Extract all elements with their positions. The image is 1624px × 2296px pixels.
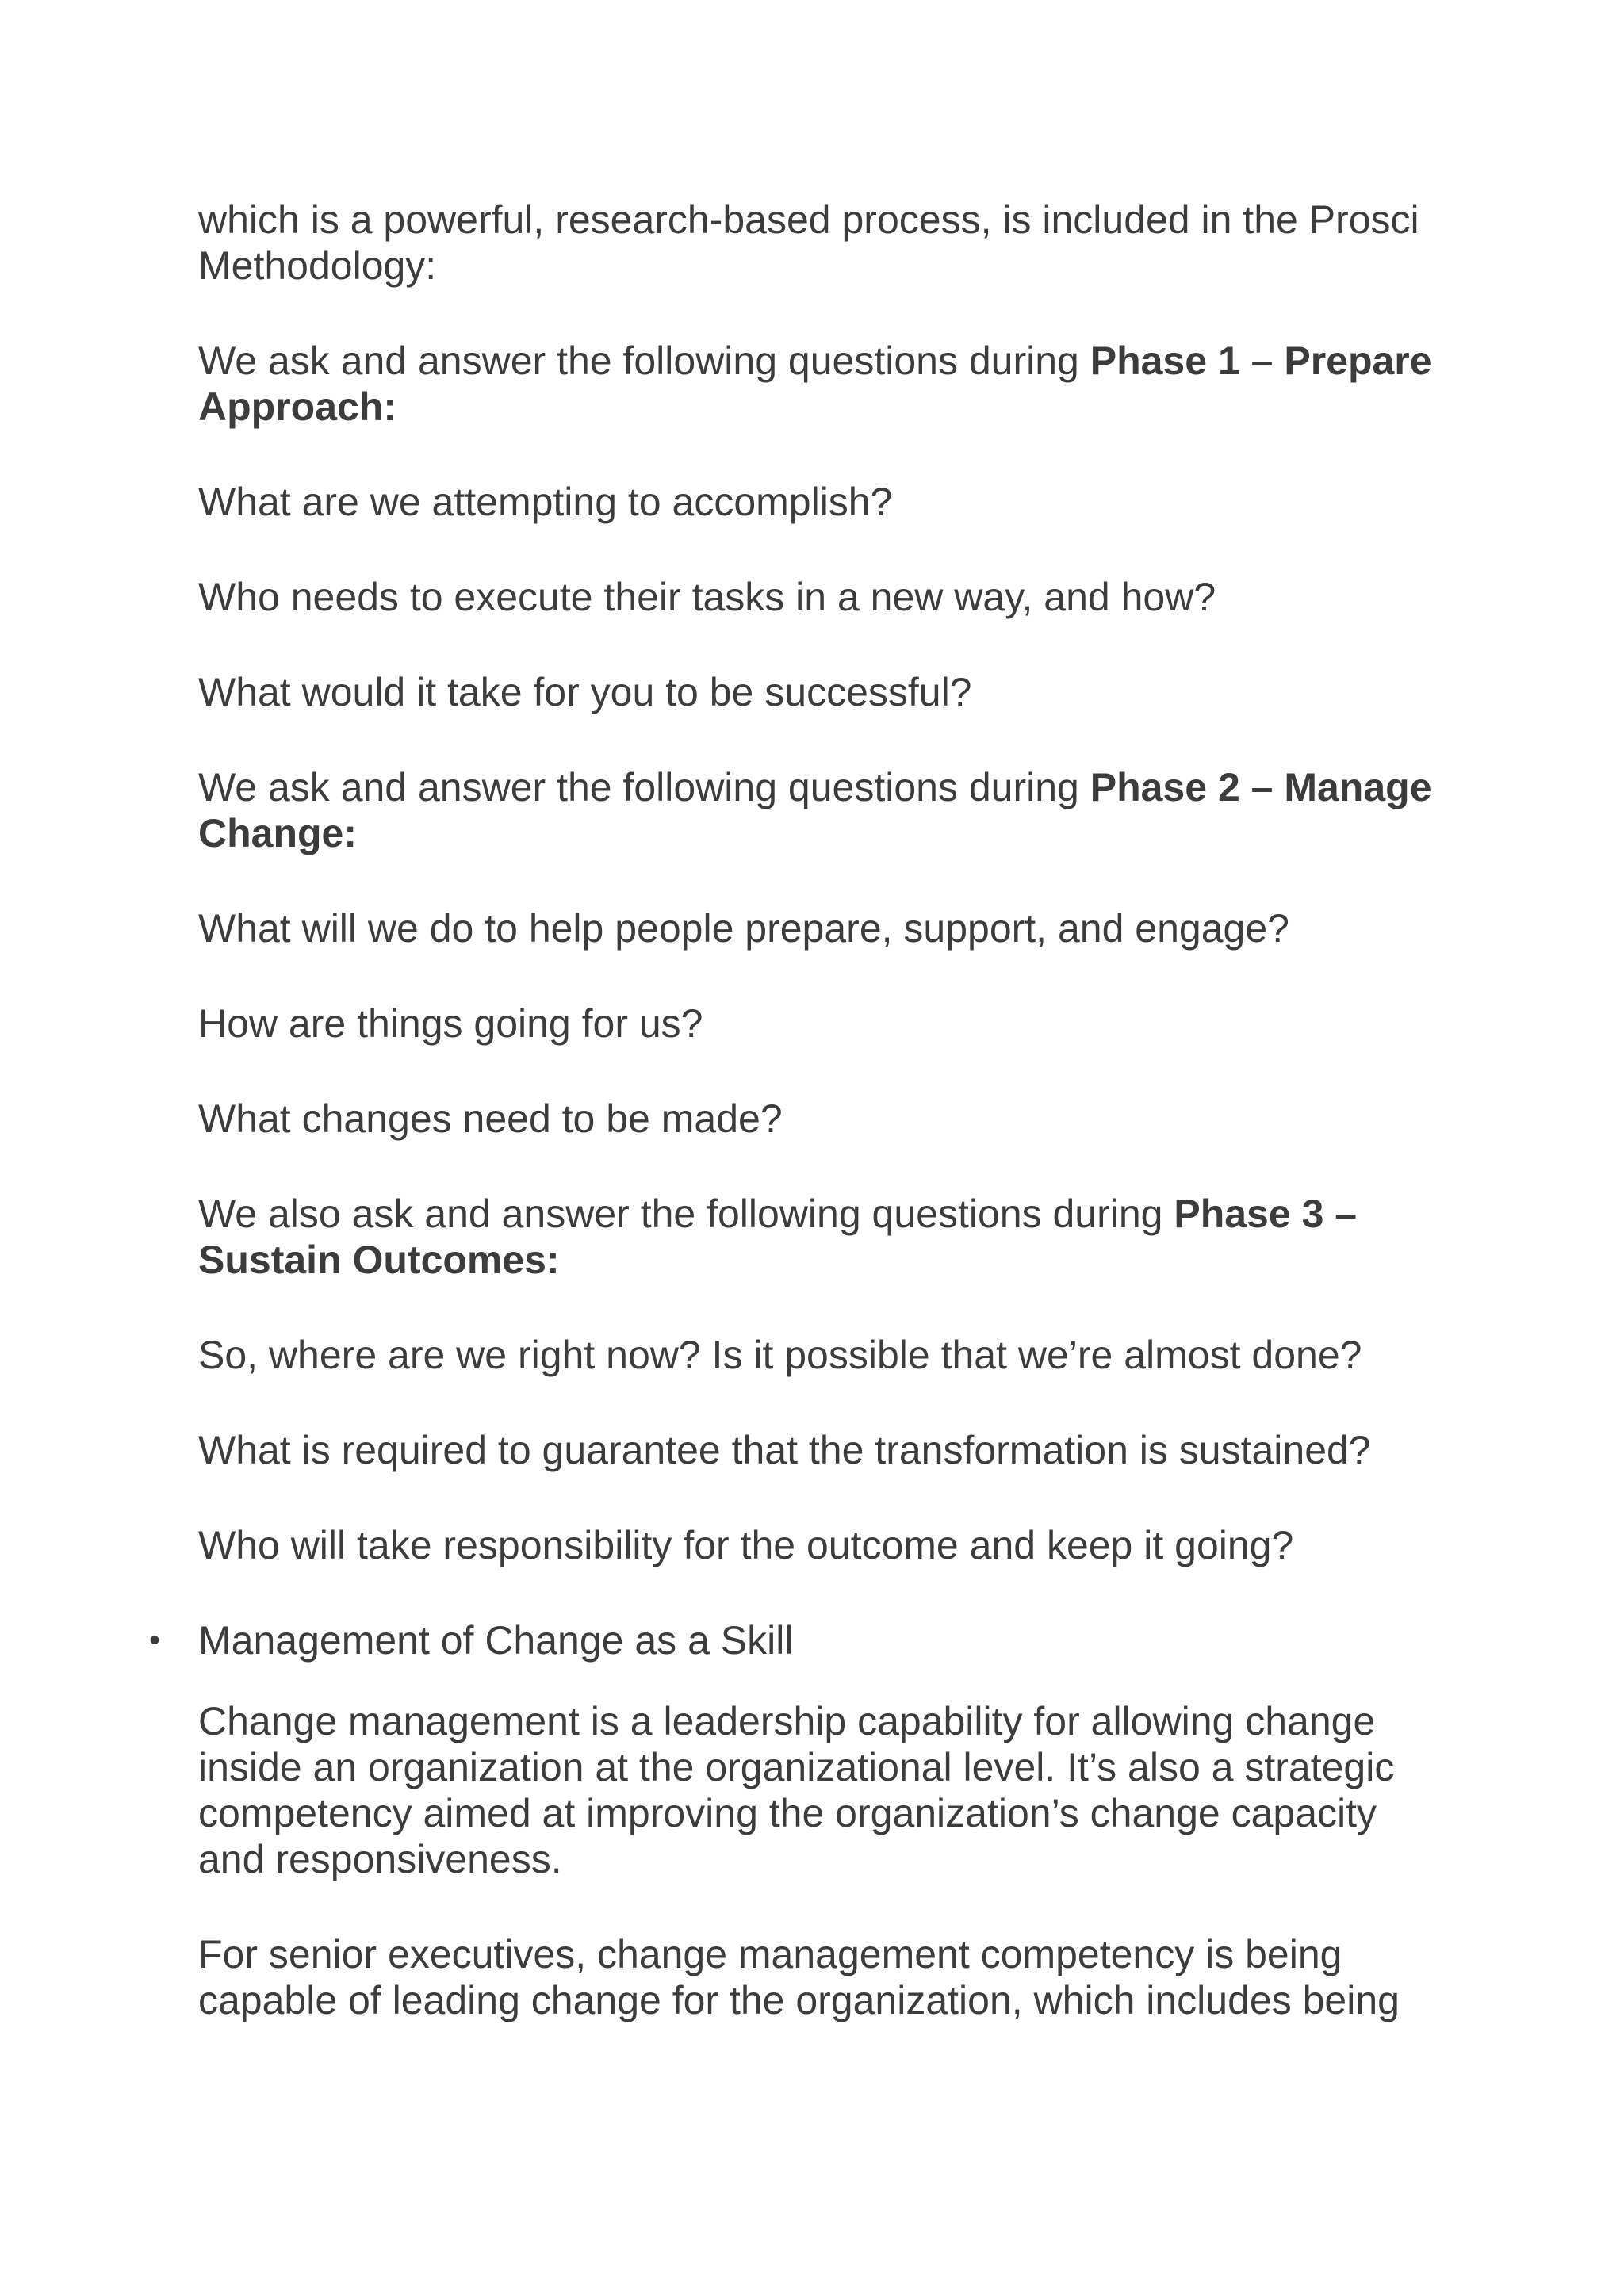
skill-paragraph-2: For senior executives, change management competency is being capable of leading change for the organization, which includes being bbox=[198, 1932, 1400, 2022]
phase2-lead-text: We ask and answer the following questions during bbox=[198, 765, 1090, 809]
phase2-question: How are things going for us? bbox=[198, 1001, 703, 1046]
phase1-bold-title: Phase 1 – Prepare Approach: bbox=[198, 339, 1432, 429]
phase2-bold-title: Phase 2 – Manage Change: bbox=[198, 765, 1432, 855]
phase2-question: What will we do to help people prepare, support, and engage? bbox=[198, 906, 1289, 951]
phase3-lead-text: We also ask and answer the following questions during bbox=[198, 1192, 1174, 1236]
phase3-question: So, where are we right now? Is it possible that we’re almost done? bbox=[198, 1333, 1362, 1377]
intro-paragraph: which is a powerful, research-based process, is included in the Prosci Methodology: bbox=[198, 197, 1419, 288]
bullet-label: Management of Change as a Skill bbox=[198, 1618, 794, 1663]
bullet-list-item bbox=[149, 1617, 1435, 1663]
phase3-question: What is required to guarantee that the transformation is sustained? bbox=[198, 1428, 1371, 1472]
phase2-question: What changes need to be made? bbox=[198, 1096, 783, 1141]
phase1-lead-text: We ask and answer the following questions during bbox=[198, 339, 1090, 383]
phase1-heading-paragraph bbox=[198, 338, 1435, 430]
bullet-marker: • bbox=[149, 1623, 161, 1658]
document-page bbox=[149, 197, 1435, 2072]
phase1-question: What would it take for you to be successful? bbox=[198, 670, 972, 714]
phase3-bold-title: Phase 3 – Sustain Outcomes: bbox=[198, 1192, 1358, 1282]
phase1-question: What are we attempting to accomplish? bbox=[198, 480, 893, 524]
phase3-question: Who will take responsibility for the outcome and keep it going? bbox=[198, 1523, 1294, 1567]
skill-paragraph-1: Change management is a leadership capability for allowing change inside an organization at the organizational level. It’s also a strategic competency aimed at improving the organization’s change capacity and responsiveness. bbox=[198, 1699, 1395, 1881]
phase2-heading-paragraph bbox=[198, 764, 1435, 856]
phase1-question: Who needs to execute their tasks in a new way, and how? bbox=[198, 575, 1216, 619]
phase3-heading-paragraph bbox=[198, 1191, 1435, 1283]
